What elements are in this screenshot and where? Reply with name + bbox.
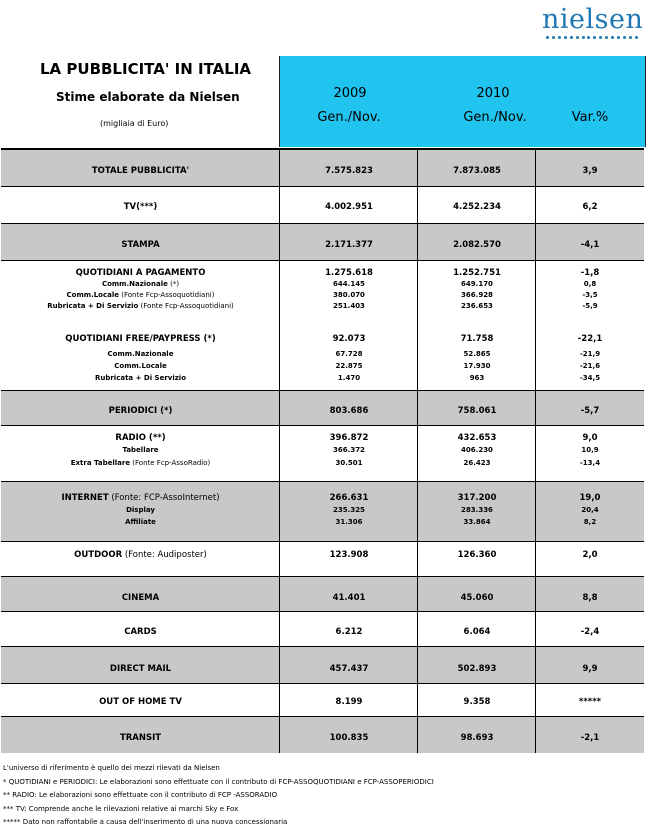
value-var: ***** bbox=[578, 697, 602, 707]
value-var: 20,4 bbox=[581, 506, 599, 514]
row-label: PERIODICI (*) bbox=[108, 406, 173, 416]
row-label: CARDS bbox=[124, 627, 157, 637]
table-line bbox=[1, 697, 644, 709]
value-var: -2,1 bbox=[580, 733, 600, 743]
value-2009: 366.372 bbox=[333, 446, 365, 454]
value-2009: 8.199 bbox=[335, 697, 363, 707]
table-line bbox=[1, 518, 644, 530]
advertising-table bbox=[1, 148, 644, 753]
value-var: 9,9 bbox=[582, 664, 598, 674]
header-period-2009: Gen./Nov. bbox=[317, 110, 381, 125]
table-row bbox=[1, 541, 644, 576]
table-line bbox=[1, 350, 644, 362]
column-header-band bbox=[279, 56, 646, 147]
table-line bbox=[1, 446, 644, 458]
logo-dots bbox=[546, 36, 638, 39]
header-var: Var.% bbox=[571, 110, 609, 125]
value-var: 6,2 bbox=[582, 202, 598, 212]
value-2009: 2.171.377 bbox=[325, 240, 373, 250]
value-2009: 100.835 bbox=[329, 733, 369, 743]
value-2009: 803.686 bbox=[329, 406, 369, 416]
value-2010: 126.360 bbox=[457, 550, 497, 560]
page-subtitle: Stime elaborate da Nielsen bbox=[56, 90, 240, 104]
row-label: OUT OF HOME TV bbox=[99, 697, 182, 707]
value-var: -5,7 bbox=[580, 406, 600, 416]
value-2010: 4.252.234 bbox=[453, 202, 501, 212]
value-2010: 283.336 bbox=[461, 506, 493, 514]
value-var: -13,4 bbox=[579, 459, 601, 467]
table-row bbox=[1, 390, 644, 425]
table-line bbox=[1, 334, 644, 346]
table-row bbox=[1, 425, 644, 481]
row-label: Tabellare bbox=[122, 446, 159, 454]
value-2010: 758.061 bbox=[457, 406, 497, 416]
row-label: STAMPA bbox=[121, 240, 160, 250]
value-var: -3,5 bbox=[582, 291, 598, 299]
row-label: Comm.Nazionale bbox=[107, 350, 174, 358]
value-var: 3,9 bbox=[582, 166, 598, 176]
value-var: 2,0 bbox=[582, 550, 598, 560]
header-period-2010: Gen./Nov. bbox=[463, 110, 527, 125]
row-label: Comm.Locale bbox=[114, 362, 167, 370]
table-row bbox=[1, 611, 644, 646]
value-2009: 235.325 bbox=[333, 506, 365, 514]
row-label: QUOTIDIANI FREE/PAYPRESS (*) bbox=[65, 334, 216, 344]
value-var: -34,5 bbox=[579, 374, 601, 382]
value-2010: 33.864 bbox=[463, 518, 491, 526]
value-2009: 1.275.618 bbox=[325, 268, 373, 278]
table-row bbox=[1, 149, 644, 186]
value-2009: 380.070 bbox=[333, 291, 365, 299]
value-var: -1,8 bbox=[580, 268, 600, 278]
value-2009: 4.002.951 bbox=[325, 202, 373, 212]
table-row bbox=[1, 716, 644, 753]
table-line bbox=[1, 506, 644, 518]
value-2010: 6.064 bbox=[463, 627, 491, 637]
value-2009: 22.875 bbox=[335, 362, 363, 370]
table-row bbox=[1, 223, 644, 260]
value-2009: 266.631 bbox=[329, 493, 369, 503]
table-line bbox=[1, 240, 644, 252]
row-label: DIRECT MAIL bbox=[109, 664, 172, 674]
value-2010: 7.873.085 bbox=[453, 166, 501, 176]
value-2010: 17.930 bbox=[463, 362, 491, 370]
nielsen-logo bbox=[542, 6, 642, 42]
row-label: Comm.Locale (Fonte Fcp-Assoquotidiani) bbox=[66, 291, 215, 299]
table-row bbox=[1, 186, 644, 223]
value-2009: 92.073 bbox=[332, 334, 366, 344]
table-line bbox=[1, 302, 644, 314]
table-line bbox=[1, 362, 644, 374]
value-2010: 406.230 bbox=[461, 446, 493, 454]
table-line bbox=[1, 550, 644, 562]
value-var: -5,9 bbox=[582, 302, 598, 310]
table-line bbox=[1, 593, 644, 605]
value-var: -22,1 bbox=[577, 334, 603, 344]
value-var: 8,2 bbox=[583, 518, 597, 526]
value-2009: 457.437 bbox=[329, 664, 369, 674]
footnote: *** TV: Comprende anche le rilevazioni relative ai marchi Sky e Fox bbox=[3, 804, 239, 813]
row-label: TV(***) bbox=[123, 202, 158, 212]
value-2010: 45.060 bbox=[460, 593, 494, 603]
page-title: LA PUBBLICITA' IN ITALIA bbox=[40, 60, 252, 78]
row-label: Extra Tabellare (Fonte Fcp-AssoRadio) bbox=[70, 459, 211, 467]
value-2009: 67.728 bbox=[335, 350, 363, 358]
unit-label: (migliaia di Euro) bbox=[100, 119, 169, 128]
row-label: TRANSIT bbox=[119, 733, 162, 743]
value-2009: 7.575.823 bbox=[325, 166, 373, 176]
value-2010: 366.928 bbox=[461, 291, 493, 299]
value-var: -2,4 bbox=[580, 627, 600, 637]
value-2010: 98.693 bbox=[460, 733, 494, 743]
table-row bbox=[1, 683, 644, 716]
table-line bbox=[1, 627, 644, 639]
header-year-2010: 2010 bbox=[476, 86, 510, 101]
row-label: Rubricata + Di Servizio bbox=[94, 374, 187, 382]
value-2010: 9.358 bbox=[463, 697, 491, 707]
value-2010: 502.893 bbox=[457, 664, 497, 674]
table-row bbox=[1, 576, 644, 611]
value-var: 10,9 bbox=[581, 446, 599, 454]
row-label: Display bbox=[126, 506, 155, 514]
value-2010: 649.170 bbox=[461, 280, 493, 288]
table-row bbox=[1, 646, 644, 683]
footnote: L'universo di riferimento è quello dei mezzi rilevati da Nielsen bbox=[3, 764, 220, 772]
row-label: QUOTIDIANI A PAGAMENTO bbox=[75, 268, 206, 278]
row-label: Affiliate bbox=[125, 518, 156, 526]
footnote: * QUOTIDIANI e PERIODICI: Le elaborazioni sono effettuate con il contributo di FCP-ASSOQUOTIDIANI e FCP-ASSOPERIODICI bbox=[3, 777, 434, 786]
value-2009: 41.401 bbox=[332, 593, 366, 603]
table-row bbox=[1, 481, 644, 541]
value-2010: 52.865 bbox=[463, 350, 491, 358]
table-row bbox=[1, 260, 644, 390]
value-var: 0,8 bbox=[583, 280, 597, 288]
logo-text: nielsen bbox=[542, 4, 644, 35]
value-2009: 251.403 bbox=[333, 302, 365, 310]
table-line bbox=[1, 433, 644, 445]
row-label: Comm.Nazionale (*) bbox=[101, 280, 180, 288]
table-line bbox=[1, 733, 644, 745]
row-label: RADIO (**) bbox=[115, 433, 166, 443]
value-var: -21,9 bbox=[579, 350, 601, 358]
value-2010: 71.758 bbox=[460, 334, 494, 344]
row-label: OUTDOOR (Fonte: Audiposter) bbox=[74, 550, 207, 560]
value-2010: 963 bbox=[469, 374, 485, 382]
value-2010: 236.653 bbox=[461, 302, 493, 310]
value-2009: 30.501 bbox=[335, 459, 363, 467]
table-line bbox=[1, 374, 644, 386]
value-2010: 2.082.570 bbox=[453, 240, 501, 250]
value-var: 19,0 bbox=[579, 493, 601, 503]
table-line bbox=[1, 202, 644, 214]
row-label: Rubricata + Di Servizio (Fonte Fcp-Assoquotidiani) bbox=[47, 302, 234, 310]
value-var: 9,0 bbox=[582, 433, 598, 443]
footnotes bbox=[3, 762, 434, 830]
table-line bbox=[1, 406, 644, 418]
value-var: -21,6 bbox=[579, 362, 601, 370]
value-2009: 396.872 bbox=[329, 433, 369, 443]
footnote: ***** Dato non raffontabile a causa dell'inserimento di una nuova concessionaria bbox=[3, 818, 288, 826]
table-line bbox=[1, 493, 644, 505]
value-2010: 26.423 bbox=[463, 459, 491, 467]
footnote: ** RADIO: Le elaborazioni sono effettuate con il contributo di FCP -ASSORADIO bbox=[3, 791, 278, 799]
row-label: INTERNET (Fonte: FCP-AssoInternet) bbox=[61, 493, 220, 503]
value-2009: 123.908 bbox=[329, 550, 369, 560]
table-line bbox=[1, 664, 644, 676]
row-label: CINEMA bbox=[121, 593, 160, 603]
value-2009: 644.145 bbox=[333, 280, 365, 288]
value-2009: 6.212 bbox=[335, 627, 363, 637]
value-2009: 1.470 bbox=[337, 374, 361, 382]
table-line bbox=[1, 459, 644, 471]
value-2010: 432.653 bbox=[457, 433, 497, 443]
table-line bbox=[1, 268, 644, 280]
value-2010: 1.252.751 bbox=[453, 268, 501, 278]
header-year-2009: 2009 bbox=[333, 86, 367, 101]
value-2010: 317.200 bbox=[457, 493, 497, 503]
row-label: TOTALE PUBBLICITA' bbox=[91, 166, 190, 176]
value-var: 8,8 bbox=[582, 593, 598, 603]
value-var: -4,1 bbox=[580, 240, 600, 250]
value-2009: 31.306 bbox=[335, 518, 363, 526]
table-line bbox=[1, 166, 644, 178]
